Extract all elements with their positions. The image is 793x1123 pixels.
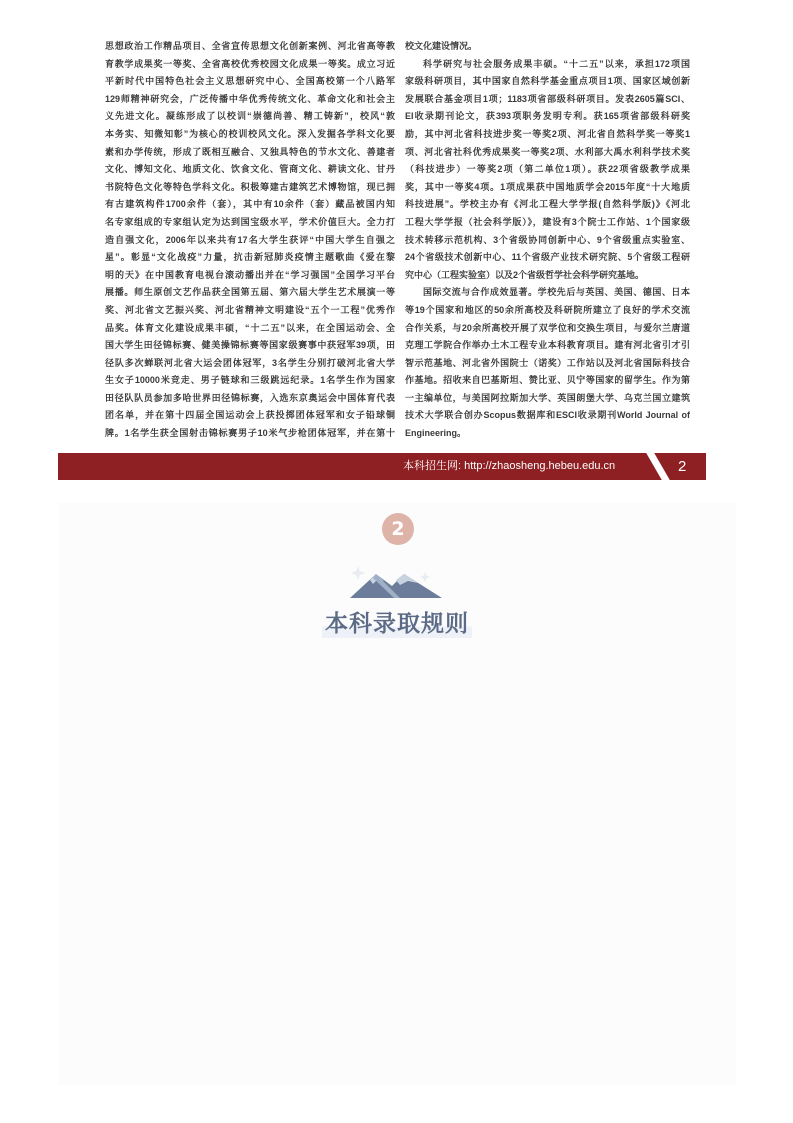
text-line: （科技进步）一等奖2项（第二单位1项）。获22项省级教学成果: [405, 164, 690, 175]
left-text-column: [105, 30, 395, 443]
text-line: 有古建筑构件1700余件（套），其中有10余件（套）藏品被国内知: [105, 199, 395, 210]
text-line: 克理工学院合作举办土木工程专业本科教育项目。建有河北省引才引: [405, 340, 690, 351]
text-line: 24个省级技术创新中心、11个省级产业技术研究院、5个省级工程研: [405, 252, 690, 263]
page-number: 2: [678, 458, 687, 475]
text-line: 思想政治工作精品项目、全省宣传思想文化创新案例、河北省高等教: [105, 41, 395, 51]
text-line: 合作关系，与20余所高校开展了双学位和交换生项目，与爱尔兰唐道: [405, 322, 690, 333]
text-line: 校文化建设情况。: [405, 41, 478, 51]
text-line: 平新时代中国特色社会主义思想研究中心、全国高校第一个八路军: [105, 76, 395, 87]
text-line: 奖，其中一等奖4项。1项成果获中国地质学会2015年度“十大地质: [405, 181, 690, 192]
text-line: 造自强文化，2006年以来共有17名大学生获评“中国大学生自强之: [105, 234, 395, 245]
text-line: 展播。师生原创文艺作品获全国第五届、第六届大学生艺术展演一等: [105, 287, 395, 298]
text-line: 项、河北省社科优秀成果奖一等奖2项、水利部大禹水利科学技术奖: [405, 146, 690, 157]
page-footer-banner: [58, 453, 706, 480]
text-line: 智示范基地、河北省外国院士（诺奖）工作站以及河北省国际科技合: [405, 357, 690, 368]
text-line: 一主编单位，与美国阿拉斯加大学、英国朗堡大学、乌克兰国立建筑: [405, 392, 690, 403]
divider-slash: [645, 451, 671, 482]
sparkle-icon: [420, 572, 430, 582]
text-line: 励，其中河北省科技进步奖一等奖2项、河北省自然科学奖一等奖1: [405, 128, 690, 139]
clipped-line: [105, 30, 395, 38]
text-line: 田径队队员参加多哈世界田径锦标赛，入选东京奥运会中国体育代表: [105, 392, 395, 403]
text-line: 文化、博知文化、地质文化、饮食文化、管商文化、耕读文化、甘丹: [105, 164, 395, 175]
text-line: 工程大学学报（社会科学版）》，建设有3个院士工作站、1个国家级: [405, 216, 690, 227]
text-line: 本务实、知微知彰”为核心的校训校风文化。深入发掘各学科文化要: [105, 128, 395, 139]
section-number-badge: 2: [382, 513, 414, 545]
mountain-icon: [340, 552, 455, 600]
text-line: 国际交流与合作成效显著。学校先后与英国、美国、德国、日本: [423, 287, 690, 298]
text-line: 国大学生田径锦标赛、健美操锦标赛等国家级赛事中获冠军39项，田: [105, 340, 395, 351]
text-line: 团名单，并在第十四届全国运动会上获投掷团体冠军和女子铅球铜: [105, 410, 395, 421]
text-line: 星”。彰显“文化战疫”力量，抗击新冠肺炎疫情主题歌曲《爱在黎: [105, 252, 395, 263]
text-line: 科学研究与社会服务成果丰硕。“十二五”以来，承担172项国: [423, 58, 690, 69]
text-line: 义先进文化。凝练形成了以校训“崇德尚善、精工铸新”，校风“敦: [105, 111, 395, 122]
text-line: 牌。1名学生获全国射击锦标赛男子10米气步枪团体冠军，并在第十: [105, 428, 395, 439]
text-line: 发展联合基金项目1项；1183项省部级科研项目。发表2605篇SCI、: [405, 93, 690, 104]
text-line: 品奖。体育文化建设成果丰硕，“十二五”以来，在全国运动会、全: [105, 322, 395, 333]
text-line: 明的天》在中国教育电视台滚动播出并在“学习强国”全国学习平台: [105, 269, 395, 280]
text-line: 究中心（工程实验室）以及2个省级哲学社会科学研究基地。: [405, 269, 645, 280]
text-line: 生女子10000米竞走、男子链球和三级跳远纪录。1名学生作为国家: [105, 375, 395, 386]
text-line: 书院特色文化等特色学科文化。积极筹建古建筑艺术博物馆，现已拥: [105, 181, 395, 192]
sparkle-icon: [351, 566, 365, 580]
admissions-website[interactable]: 本科招生网: http://zhaosheng.hebeu.edu.cn: [403, 460, 616, 472]
text-line: 技术转移示范机构、3个省级协同创新中心、9个省级重点实验室、: [405, 234, 690, 245]
text-line: 家级科研项目，其中国家自然科学基金重点项目1项、国家区域创新: [405, 76, 690, 87]
right-text-column: [405, 30, 690, 443]
text-line: 奖、河北省文艺振兴奖、河北省精神文明建设“五个一工程”优秀作: [105, 304, 395, 315]
text-line: Engineering。: [405, 428, 467, 439]
section-title: 本科录取规则: [322, 605, 472, 638]
text-line: 素和办学传统，形成了既相互融合、又独具特色的节水文化、善建者: [105, 146, 395, 157]
text-line: 等19个国家和地区的50余所高校及科研院所建立了良好的学术交流: [405, 304, 690, 315]
text-line: 科技进展”。学校主办有《河北工程大学学报(自然科学版)》《河北: [405, 199, 690, 210]
text-line: 技术大学联合创办Scopus数据库和ESCI收录期刊World Journal of: [405, 410, 690, 421]
text-line: 作基地。招收来自巴基斯坦、赞比亚、贝宁等国家的留学生。作为第: [405, 375, 690, 386]
text-line: 径队多次蝉联河北省大运会团体冠军，3名学生分别打破河北省大学: [105, 357, 395, 368]
text-line: EI收录期刊论文，获393项职务发明专利。获165项省部级科研奖: [405, 111, 690, 122]
text-line: 名专家组成的专家组认定为达到国宝级水平，学术价值巨大。全力打: [105, 216, 395, 227]
text-line: 育教学成果奖一等奖、全省高校优秀校园文化成果一等奖。成立习近: [105, 58, 395, 69]
text-line: 129师精神研究会，广泛传播中华优秀传统文化、革命文化和社会主: [105, 93, 395, 104]
clipped-line: [405, 30, 690, 38]
